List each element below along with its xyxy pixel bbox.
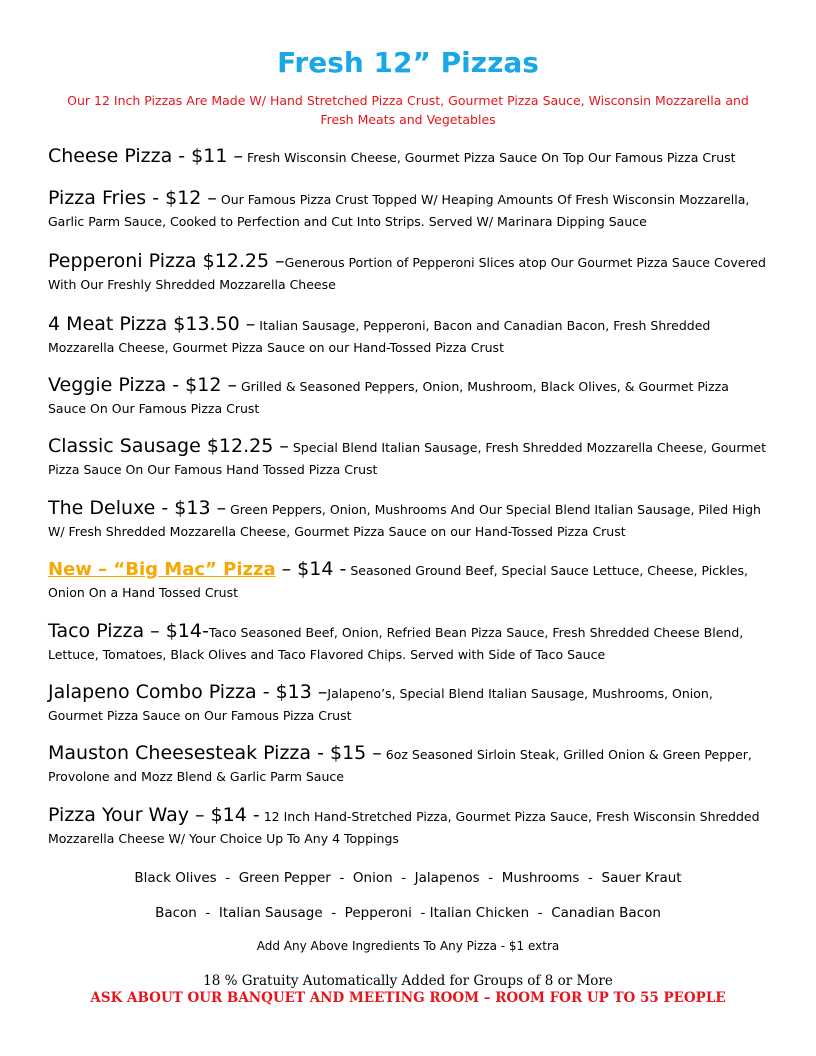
item-name: Classic Sausage $12.25 – (48, 435, 289, 457)
menu-item-taco-pizza (48, 620, 768, 666)
menu-item-pizza-your-way (48, 804, 768, 850)
item-name: Taco Pizza – $14- (48, 620, 209, 642)
item-description: Italian Sausage, Pepperoni, Bacon and Canadian Bacon, Fresh Shredded Mozzarella Cheese, Gourmet Pizza Sauce on our Hand-Tossed Pizza Crust (48, 318, 711, 355)
menu-item-classic-sausage (48, 435, 768, 481)
item-description: Jalapeno’s, Special Blend Italian Sausage, Mushrooms, Onion, Gourmet Pizza Sauce on Our Famous Pizza Crust (48, 686, 713, 723)
item-name: Jalapeno Combo Pizza - $13 – (48, 681, 328, 703)
menu-item-jalapeno-combo-pizza (48, 681, 768, 727)
menu-item-big-mac-pizza (48, 558, 768, 604)
menu-item-veggie-pizza (48, 374, 768, 420)
item-name: Pepperoni Pizza $12.25 – (48, 250, 285, 272)
item-description: 12 Inch Hand-Stretched Pizza, Gourmet Pizza Sauce, Fresh Wisconsin Shredded Mozzarella Cheese W/ Your Choice Up To Any 4 Toppings (48, 809, 760, 846)
menu-item-the-deluxe (48, 497, 768, 543)
item-description: Taco Seasoned Beef, Onion, Refried Bean Pizza Sauce, Fresh Shredded Cheese Blend, Lettuce, Tomatoes, Black Olives and Taco Flavored Chips. Served with Side of Taco Sauce (48, 625, 744, 662)
page-title: Fresh 12” Pizzas (277, 46, 539, 79)
new-item-label: New – “Big Mac” Pizza (48, 559, 276, 580)
item-description: Seasoned Ground Beef, Special Sauce Lettuce, Cheese, Pickles, Onion On a Hand Tossed Crust (48, 563, 748, 600)
menu-item-pepperoni-pizza (48, 250, 768, 296)
item-description: Generous Portion of Pepperoni Slices atop Our Gourmet Pizza Sauce Covered With Our Freshly Shredded Mozzarella Cheese (48, 255, 766, 292)
toppings-list-2: Bacon - Italian Sausage - Pepperoni - Italian Chicken - Canadian Bacon (155, 905, 661, 921)
item-name: Pizza Your Way – $14 - (48, 804, 260, 826)
item-name: Mauston Cheesesteak Pizza - $15 – (48, 742, 382, 764)
menu-item-cheese-pizza (48, 145, 768, 169)
item-description: Our Famous Pizza Crust Topped W/ Heaping Amounts Of Fresh Wisconsin Mozzarella, Garlic Parm Sauce, Cooked to Perfection and Cut Into Strips. Served W/ Marinara Dipping Sauce (48, 192, 750, 229)
menu-item-pizza-fries (48, 187, 768, 233)
gratuity-note: 18 % Gratuity Automatically Added for Groups of 8 or More (203, 973, 613, 989)
item-name: – $14 - (275, 558, 347, 580)
item-name: Cheese Pizza - $11 – (48, 145, 243, 167)
banquet-note: ASK ABOUT OUR BANQUET AND MEETING ROOM – ROOM FOR UP TO 55 PEOPLE (90, 990, 726, 1006)
item-description: Special Blend Italian Sausage, Fresh Shredded Mozzarella Cheese, Gourmet Pizza Sauce On Our Famous Hand Tossed Pizza Crust (48, 440, 767, 477)
toppings-list-1: Black Olives - Green Pepper - Onion - Jalapenos - Mushrooms - Sauer Kraut (134, 870, 682, 886)
item-description: 6oz Seasoned Sirloin Steak, Grilled Onion & Green Pepper, Provolone and Mozz Blend & Garlic Parm Sauce (48, 747, 752, 784)
item-name: 4 Meat Pizza $13.50 – (48, 313, 256, 335)
item-name: Pizza Fries - $12 – (48, 187, 217, 209)
item-name: The Deluxe - $13 – (48, 497, 227, 519)
item-description: Grilled & Seasoned Peppers, Onion, Mushroom, Black Olives, & Gourmet Pizza Sauce On Our Famous Pizza Crust (48, 379, 729, 416)
item-name: Veggie Pizza - $12 – (48, 374, 237, 396)
item-description: Fresh Wisconsin Cheese, Gourmet Pizza Sauce On Top Our Famous Pizza Crust (242, 150, 736, 165)
addon-note: Add Any Above Ingredients To Any Pizza - $1 extra (256, 939, 560, 953)
menu-item-mauston-cheesesteak-pizza (48, 742, 768, 788)
page-subtitle: Our 12 Inch Pizzas Are Made W/ Hand Stretched Pizza Crust, Gourmet Pizza Sauce, Wisconsin Mozzarella and Fresh Meats and Vegetables (67, 93, 749, 127)
menu-item-4-meat-pizza (48, 313, 768, 359)
item-description: Green Peppers, Onion, Mushrooms And Our Special Blend Italian Sausage, Piled High W/ Fresh Shredded Mozzarella Cheese, Gourmet Pizza Sauce on our Hand-Tossed Pizza Crust (48, 502, 761, 539)
